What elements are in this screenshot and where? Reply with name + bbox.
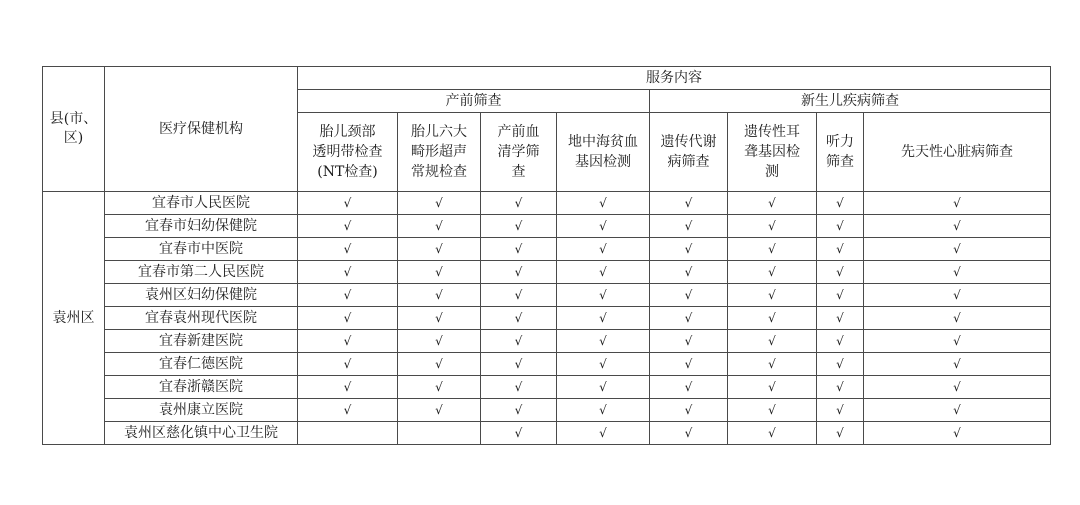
service-tick-cell: √ xyxy=(817,215,864,238)
col-header-label: 胎儿六大 畸形超声 常规检查 xyxy=(411,124,467,180)
service-tick-cell: √ xyxy=(398,284,481,307)
service-tick-cell: √ xyxy=(650,422,728,445)
service-tick-cell: √ xyxy=(398,238,481,261)
service-tick-cell: √ xyxy=(481,284,557,307)
service-tick-cell: √ xyxy=(728,353,817,376)
service-tick-cell: √ xyxy=(650,399,728,422)
service-tick-cell: √ xyxy=(481,376,557,399)
service-tick-cell: √ xyxy=(650,307,728,330)
service-tick-cell: √ xyxy=(817,399,864,422)
service-tick-cell: √ xyxy=(817,307,864,330)
prenatal-screening-header xyxy=(298,90,650,113)
service-tick-cell: √ xyxy=(398,261,481,284)
col-header-nt xyxy=(298,113,398,192)
table-row xyxy=(43,353,1051,376)
service-tick-cell: √ xyxy=(557,284,650,307)
institution-name-cell: 宜春市中医院 xyxy=(105,238,298,261)
institution-name-cell: 袁州区妇幼保健院 xyxy=(105,284,298,307)
service-tick-cell: √ xyxy=(298,399,398,422)
table-body xyxy=(43,192,1051,445)
service-tick-cell: √ xyxy=(864,399,1051,422)
service-tick-cell: √ xyxy=(864,330,1051,353)
service-tick-cell: √ xyxy=(298,376,398,399)
service-content-label: 服务内容 xyxy=(646,69,702,86)
institution-name-cell: 宜春仁德医院 xyxy=(105,353,298,376)
service-tick-cell: √ xyxy=(817,330,864,353)
service-tick-cell: √ xyxy=(650,376,728,399)
institution-header-label: 医疗保健机构 xyxy=(159,120,243,137)
service-tick-cell: √ xyxy=(728,192,817,215)
institution-header xyxy=(105,67,298,192)
service-tick-cell: √ xyxy=(557,215,650,238)
service-tick-cell: √ xyxy=(864,353,1051,376)
table-row xyxy=(43,192,1051,215)
institution-name-cell: 宜春市妇幼保健院 xyxy=(105,215,298,238)
service-tick-cell: √ xyxy=(481,330,557,353)
service-tick-cell: √ xyxy=(728,399,817,422)
screening-table-sheet xyxy=(42,66,1050,445)
county-header-label: 县(市、区) xyxy=(49,111,98,146)
county-header xyxy=(43,67,105,192)
county-cell: 袁州区 xyxy=(43,192,105,445)
service-tick-cell: √ xyxy=(557,376,650,399)
service-tick-cell: √ xyxy=(728,422,817,445)
service-tick-cell: √ xyxy=(817,192,864,215)
service-tick-cell: √ xyxy=(728,238,817,261)
service-tick-cell: √ xyxy=(864,261,1051,284)
col-header-label: 听力 筛查 xyxy=(826,134,854,170)
service-tick-cell: √ xyxy=(650,284,728,307)
service-tick-cell: √ xyxy=(817,422,864,445)
service-tick-cell: √ xyxy=(298,261,398,284)
service-tick-cell: √ xyxy=(557,399,650,422)
service-tick-cell: √ xyxy=(557,192,650,215)
service-tick-cell: √ xyxy=(398,307,481,330)
service-tick-cell: √ xyxy=(728,376,817,399)
service-tick-cell: √ xyxy=(557,261,650,284)
table-row xyxy=(43,330,1051,353)
service-tick-cell: √ xyxy=(650,353,728,376)
col-header-ultrasound xyxy=(398,113,481,192)
service-tick-cell: √ xyxy=(481,192,557,215)
col-header-serum xyxy=(481,113,557,192)
service-tick-cell: √ xyxy=(817,238,864,261)
service-tick-cell: √ xyxy=(557,238,650,261)
table-row xyxy=(43,261,1051,284)
institution-name-cell: 宜春袁州现代医院 xyxy=(105,307,298,330)
service-tick-cell: √ xyxy=(650,192,728,215)
service-tick-cell: √ xyxy=(864,284,1051,307)
table-row xyxy=(43,422,1051,445)
service-tick-cell: √ xyxy=(817,284,864,307)
institution-name-cell: 宜春市第二人民医院 xyxy=(105,261,298,284)
service-tick-cell: √ xyxy=(398,376,481,399)
service-tick-cell: √ xyxy=(298,238,398,261)
service-tick-cell: √ xyxy=(864,192,1051,215)
col-header-label: 遗传代谢 病筛查 xyxy=(660,134,717,170)
service-tick-cell: √ xyxy=(298,330,398,353)
service-content-header xyxy=(298,67,1051,90)
service-tick-cell: √ xyxy=(557,330,650,353)
col-header-thalassemia xyxy=(557,113,650,192)
service-tick-cell: √ xyxy=(864,215,1051,238)
service-tick-cell: √ xyxy=(481,353,557,376)
service-tick-cell: √ xyxy=(557,307,650,330)
col-header-label: 胎儿颈部 透明带检查 (NT检查) xyxy=(312,124,383,180)
table-row xyxy=(43,399,1051,422)
col-header-hearing xyxy=(817,113,864,192)
service-tick-cell: √ xyxy=(398,399,481,422)
institution-name-cell: 袁州区慈化镇中心卫生院 xyxy=(105,422,298,445)
table-row xyxy=(43,238,1051,261)
service-tick-cell: √ xyxy=(298,353,398,376)
service-tick-cell xyxy=(398,422,481,445)
service-tick-cell: √ xyxy=(728,330,817,353)
col-header-metabolic xyxy=(650,113,728,192)
table-row xyxy=(43,215,1051,238)
table-row xyxy=(43,376,1051,399)
service-tick-cell: √ xyxy=(481,215,557,238)
service-tick-cell: √ xyxy=(650,261,728,284)
institution-name-cell: 宜春新建医院 xyxy=(105,330,298,353)
col-header-label: 遗传性耳 聋基因检 测 xyxy=(744,124,800,180)
service-tick-cell: √ xyxy=(817,261,864,284)
institution-name-cell: 袁州康立医院 xyxy=(105,399,298,422)
col-header-label: 产前血 清学筛 查 xyxy=(497,124,540,180)
service-tick-cell xyxy=(298,422,398,445)
newborn-screening-header xyxy=(650,90,1051,113)
newborn-screening-label: 新生儿疾病筛查 xyxy=(801,92,899,109)
service-tick-cell: √ xyxy=(728,307,817,330)
service-tick-cell: √ xyxy=(864,376,1051,399)
service-tick-cell: √ xyxy=(298,307,398,330)
service-tick-cell: √ xyxy=(398,330,481,353)
service-tick-cell: √ xyxy=(398,353,481,376)
service-tick-cell: √ xyxy=(650,215,728,238)
service-tick-cell: √ xyxy=(650,330,728,353)
service-tick-cell: √ xyxy=(481,422,557,445)
service-tick-cell: √ xyxy=(817,353,864,376)
service-tick-cell: √ xyxy=(864,238,1051,261)
table-row xyxy=(43,307,1051,330)
service-tick-cell: √ xyxy=(481,238,557,261)
service-tick-cell: √ xyxy=(557,422,650,445)
service-tick-cell: √ xyxy=(728,261,817,284)
service-tick-cell: √ xyxy=(817,376,864,399)
service-tick-cell: √ xyxy=(864,422,1051,445)
service-tick-cell: √ xyxy=(728,215,817,238)
service-tick-cell: √ xyxy=(728,284,817,307)
col-header-heart xyxy=(864,113,1051,192)
service-tick-cell: √ xyxy=(650,238,728,261)
col-header-label: 先天性心脏病筛查 xyxy=(901,144,1013,160)
service-tick-cell: √ xyxy=(481,307,557,330)
service-tick-cell: √ xyxy=(398,215,481,238)
service-tick-cell: √ xyxy=(398,192,481,215)
institution-name-cell: 宜春浙赣医院 xyxy=(105,376,298,399)
col-header-deafness-gene xyxy=(728,113,817,192)
institution-name-cell: 宜春市人民医院 xyxy=(105,192,298,215)
table-row xyxy=(43,284,1051,307)
service-tick-cell: √ xyxy=(298,284,398,307)
service-tick-cell: √ xyxy=(481,261,557,284)
service-tick-cell: √ xyxy=(481,399,557,422)
service-tick-cell: √ xyxy=(557,353,650,376)
header-row-service xyxy=(43,67,1051,90)
service-tick-cell: √ xyxy=(864,307,1051,330)
service-tick-cell: √ xyxy=(298,192,398,215)
service-tick-cell: √ xyxy=(298,215,398,238)
screening-services-table xyxy=(42,66,1051,445)
prenatal-screening-label: 产前筛查 xyxy=(445,92,502,109)
col-header-label: 地中海贫血 基因检测 xyxy=(568,134,638,170)
